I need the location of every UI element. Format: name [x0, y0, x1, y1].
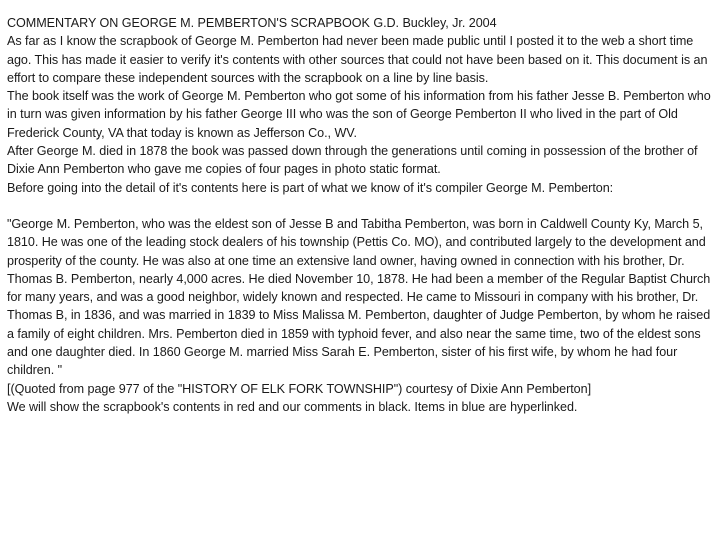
intro-paragraph-4: Before going into the detail of it's contents here is part of what we know of it's compiler George M. Pemberton: [7, 180, 614, 195]
intro-paragraph-1: As far as I know the scrapbook of George M. Pemberton had never been made public until I posted it to the web a short time ago. This has made it easier to verify it's contents with other sources that could not have been based on it. This document is an effort to compare these independent sources with the scrapbook on a line by line basis. [7, 34, 708, 85]
paragraph-spacer [7, 197, 713, 215]
document-page [7, 14, 713, 416]
biography-quote: "George M. Pemberton, who was the eldest son of Jesse B and Tabitha Pemberton, was born in Caldwell County Ky, March 5, 1810. He was one of the leading stock dealers of his township (Pettis Co. MO), and contributed largely to the development and prosperity of the county. He was also at one time an extensive land owner, having owned in connection with his brother, Dr. Thomas B. Pemberton, nearly 4,000 acres. He died November 10, 1878. He had been a member of the Regular Baptist Church for many years, and was a good neighbor, widely known and respected. He came to Missouri in company with his brother, Dr. Thomas B, in 1836, and was married in 1839 to Miss Malissa M. Pemberton, daughter of Judge Pemberton, by whom he raised a family of eight children. Mrs. Pemberton died in 1859 with typhoid fever, and also near the same time, two of the eldest sons and one daughter died. In 1860 George M. married Miss Sarah E. Pemberton, sister of his first wife, by whom he had four children. " [7, 216, 711, 378]
color-key-note: We will show the scrapbook's contents in red and our comments in black. Items in blue are hyperlinked. [7, 399, 578, 414]
intro-paragraph-3: After George M. died in 1878 the book was passed down through the generations until coming in possession of the brother of Dixie Ann Pemberton who gave me copies of four pages in photo static format. [7, 144, 698, 177]
document-title: COMMENTARY ON GEORGE M. PEMBERTON'S SCRAPBOOK G.D. Buckley, Jr. 2004 [7, 16, 497, 30]
intro-paragraph-2: The book itself was the work of George M. Pemberton who got some of his information from his father Jesse B. Pemberton who in turn was given information by his father George III who was the son of George Pemberton II who lived in the part of Old Frederick County, VA that today is known as Jefferson Co., WV. [7, 89, 711, 140]
quote-citation: [(Quoted from page 977 of the "HISTORY OF ELK FORK TOWNSHIP") courtesy of Dixie Ann Pemberton] [7, 381, 592, 396]
